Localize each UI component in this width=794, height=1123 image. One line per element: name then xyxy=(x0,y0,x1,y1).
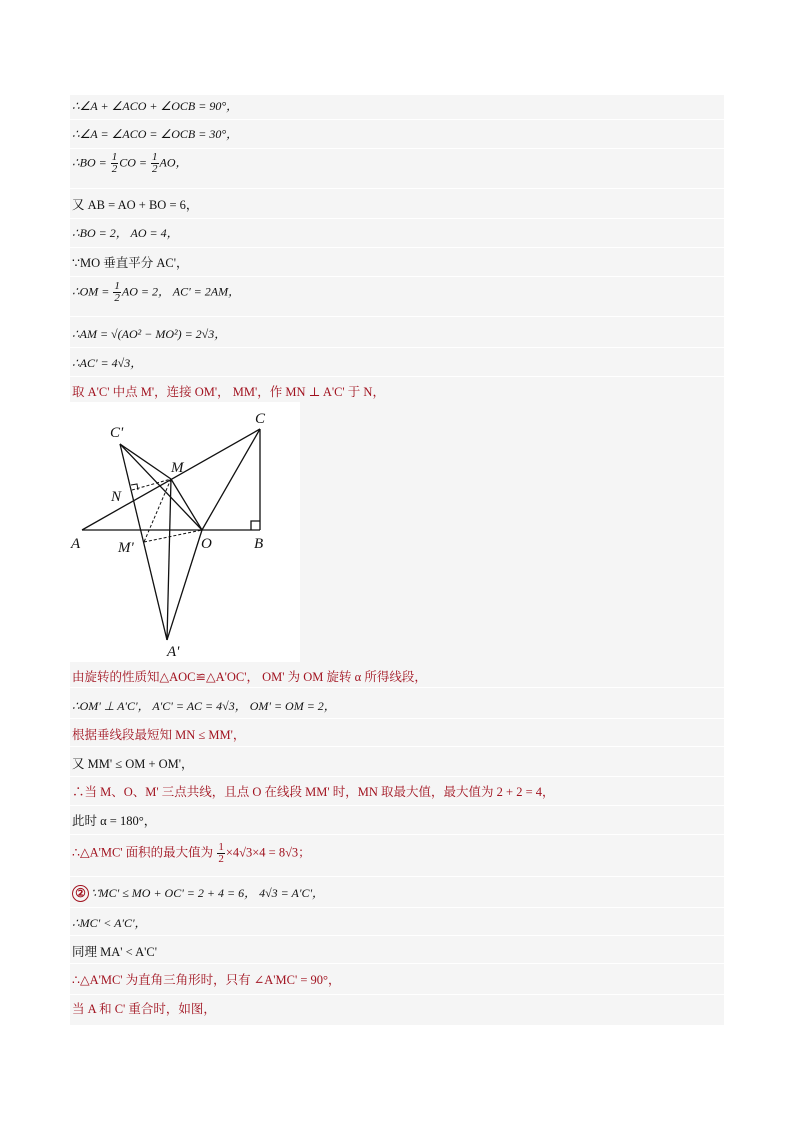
fraction xyxy=(113,281,121,304)
solution-line: ∴OM' ⊥ A'C'， A'C' = AC = 4√3， OM' = OM = 2， xyxy=(72,699,336,713)
segment-MMp-dashed xyxy=(144,479,171,542)
label-A: A xyxy=(71,536,81,552)
solution-line: 同理 MA' < A'C' xyxy=(72,945,157,959)
label-B: B xyxy=(254,536,264,552)
segment-CpO xyxy=(120,444,202,530)
geometry-figure xyxy=(70,402,300,662)
segment-OC xyxy=(202,429,260,530)
fraction xyxy=(151,152,159,175)
row-separator xyxy=(70,247,724,248)
row-separator xyxy=(70,935,724,936)
label-C-prime: C' xyxy=(110,425,124,441)
row-separator xyxy=(70,876,724,877)
geometry-diagram xyxy=(70,402,300,662)
text-segment: ∴△A'MC' 面积的最大值为 xyxy=(72,845,217,860)
solution-line: ∴AM = √(AO² − MO²) = 2√3， xyxy=(72,327,227,341)
segment-MAp xyxy=(167,479,171,640)
label-O: O xyxy=(201,536,212,552)
text-segment: AO， xyxy=(159,155,188,170)
solution-line-highlight: 由旋转的性质知△AOC≌△A'OC'， OM' 为 OM 旋转 α 所得线段， xyxy=(72,670,427,684)
row-separator xyxy=(70,776,724,777)
solution-line: ∵MO 垂直平分 AC'， xyxy=(72,256,189,270)
fraction-denominator: 2 xyxy=(111,163,118,175)
fraction-numerator: 1 xyxy=(218,841,224,853)
row-separator xyxy=(70,148,724,149)
text-segment: ∵MC' ≤ MO + OC' = 2 + 4 = 6， 4√3 = A'C'， xyxy=(91,886,325,900)
fraction xyxy=(111,152,119,175)
segment-OAp xyxy=(167,530,202,640)
row-separator xyxy=(70,963,724,964)
row-separator xyxy=(70,347,724,348)
text-segment: CO = xyxy=(119,155,151,170)
solution-line: ∴∠A = ∠ACO = ∠OCB = 30°， xyxy=(72,127,239,141)
row-separator xyxy=(70,907,724,908)
solution-line-highlight xyxy=(72,842,722,865)
solution-line-highlight: 根据垂线段最短知 MN ≤ MM'， xyxy=(72,728,246,742)
text-segment: AO = 2， AC' = 2AM， xyxy=(121,284,241,299)
solution-line-highlight: 当 A 和 C' 重合时，如图， xyxy=(72,1002,216,1016)
solution-line xyxy=(72,884,722,902)
part-number-badge: ② xyxy=(72,885,89,902)
fraction-numerator: 1 xyxy=(152,151,158,163)
solution-line-highlight: ∴当 M、O、M' 三点共线，且点 O 在线段 MM' 时，MN 取最大值，最大值为 2 + 2 = 4， xyxy=(72,785,555,799)
solution-line: 又 MM' ≤ OM + OM'， xyxy=(72,757,194,771)
row-separator xyxy=(70,316,724,317)
row-separator xyxy=(70,218,724,219)
solution-line: ∴∠A + ∠ACO + ∠OCB = 90°， xyxy=(72,99,239,113)
row-separator xyxy=(70,805,724,806)
segment-MpO-dashed xyxy=(144,530,202,542)
text-segment: ×4√3×4 = 8√3； xyxy=(225,845,311,860)
solution-line: 此时 α = 180°， xyxy=(72,814,157,828)
row-separator xyxy=(70,119,724,120)
row-separator xyxy=(70,188,724,189)
label-M: M xyxy=(171,460,184,476)
solution-line xyxy=(72,152,722,175)
solution-line xyxy=(72,281,722,304)
solution-line: ∴BO = 2， AO = 4， xyxy=(72,226,179,240)
fraction-numerator: 1 xyxy=(111,151,118,163)
solution-line-highlight: ∴△A'MC' 为直角三角形时，只有 ∠A'MC' = 90°， xyxy=(72,973,341,987)
label-A-prime: A' xyxy=(167,644,180,660)
row-separator xyxy=(70,746,724,747)
solution-line-highlight: 取 A'C' 中点 M'，连接 OM'， MM'，作 MN ⊥ A'C' 于 N， xyxy=(72,385,385,399)
fraction-numerator: 1 xyxy=(114,280,120,292)
right-angle-B xyxy=(251,521,260,530)
label-C: C xyxy=(255,411,266,427)
fraction xyxy=(217,842,225,865)
fraction-denominator: 2 xyxy=(218,853,224,865)
label-N: N xyxy=(111,489,122,505)
row-separator xyxy=(70,687,724,688)
label-M-prime: M' xyxy=(118,540,134,556)
row-separator xyxy=(70,276,724,277)
segment-MO xyxy=(171,479,202,530)
solution-line: ∴AC' = 4√3， xyxy=(72,356,143,370)
solution-line: 又 AB = AO + BO = 6， xyxy=(72,198,199,212)
solution-line: ∴MC' < A'C'， xyxy=(72,916,147,930)
row-separator xyxy=(70,376,724,377)
fraction-denominator: 2 xyxy=(152,163,158,175)
row-separator xyxy=(70,718,724,719)
fraction-denominator: 2 xyxy=(114,292,120,304)
row-separator xyxy=(70,994,724,995)
row-separator xyxy=(70,834,724,835)
text-segment: ∴OM = xyxy=(72,284,113,299)
text-segment: ∴BO = xyxy=(72,155,110,170)
